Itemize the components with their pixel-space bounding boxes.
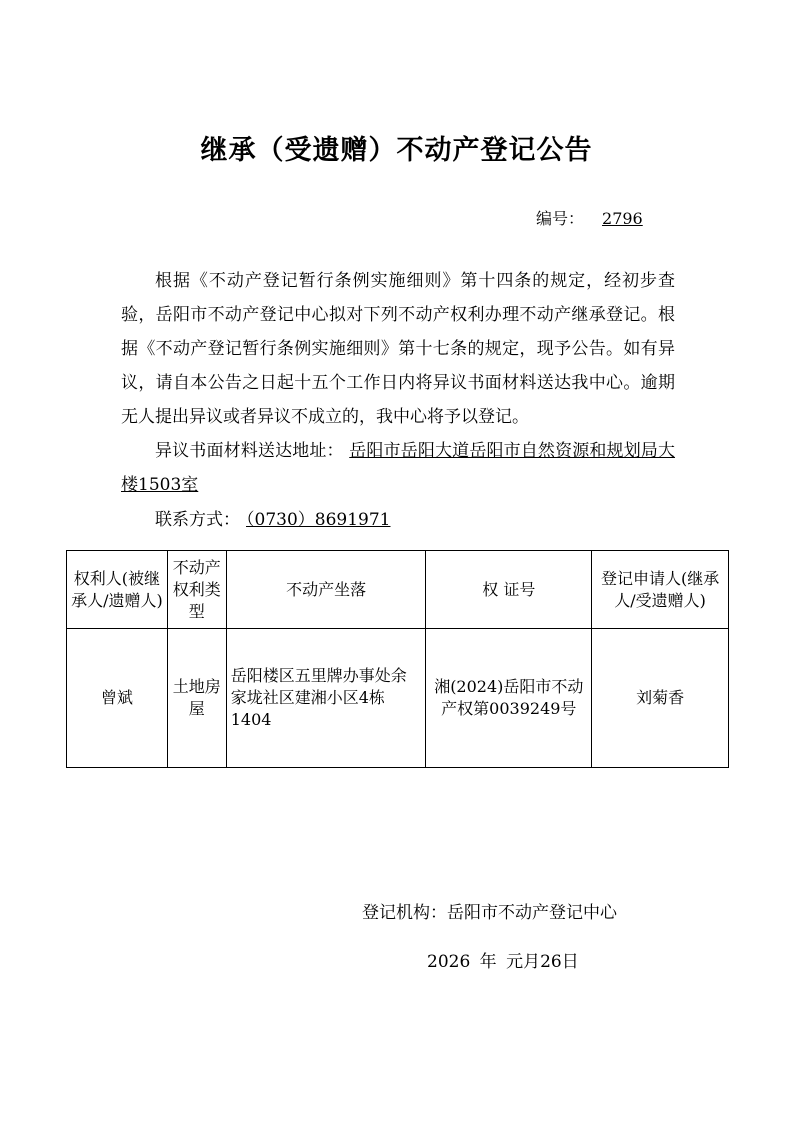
header-applicant: 登记申请人(继承人/受遗赠人)	[592, 551, 729, 629]
cell-location: 岳阳楼区五里牌办事处余家垅社区建湘小区4栋1404	[226, 629, 426, 768]
page-title: 继承（受遗赠）不动产登记公告	[200, 135, 593, 166]
table-header-row	[67, 551, 729, 629]
cell-applicant: 刘菊香	[592, 629, 729, 768]
notice-paragraph: 根据《不动产登记暂行条例实施细则》第十四条的规定，经初步查验，岳阳市不动产登记中心拟对下列不动产权利办理不动产继承登记。根据《不动产登记暂行条例实施细则》第十七条的规定，现予公告。如有异议，请自本公告之日起十五个工作日内将异议书面材料送达我中心。逾期无人提出异议或者异议不成立的，我中心将予以登记。	[121, 271, 675, 427]
contact-line	[155, 505, 402, 530]
header-location: 不动产坐落	[226, 551, 426, 629]
header-cert: 权 证号	[426, 551, 592, 629]
address-label: 异议书面材料送达地址：	[155, 441, 344, 461]
contact-phone: （0730）8691971	[246, 510, 391, 530]
address-value: 岳阳市岳阳大道岳阳市自然资源和规划局大楼1503室	[121, 441, 676, 495]
serial-value: 2796	[602, 209, 643, 228]
serial-label: 编号：	[536, 209, 585, 228]
registration-authority	[362, 898, 617, 923]
table-row	[67, 629, 729, 768]
registration-table	[66, 550, 729, 768]
org-label: 登记机构：	[362, 903, 447, 923]
notice-date: 2026 年 元月26日	[427, 952, 579, 972]
address-paragraph	[121, 434, 675, 502]
contact-label: 联系方式：	[155, 510, 240, 530]
header-owner: 权利人(被继承人/遗赠人)	[67, 551, 168, 629]
cell-type: 土地房屋	[167, 629, 226, 768]
org-name: 岳阳市不动产登记中心	[447, 903, 617, 923]
serial-number	[536, 206, 643, 229]
cell-owner: 曾斌	[67, 629, 168, 768]
notice-body	[121, 264, 675, 502]
cell-cert: 湘(2024)岳阳市不动产权第0039249号	[426, 629, 592, 768]
header-type: 不动产权利类型	[167, 551, 226, 629]
